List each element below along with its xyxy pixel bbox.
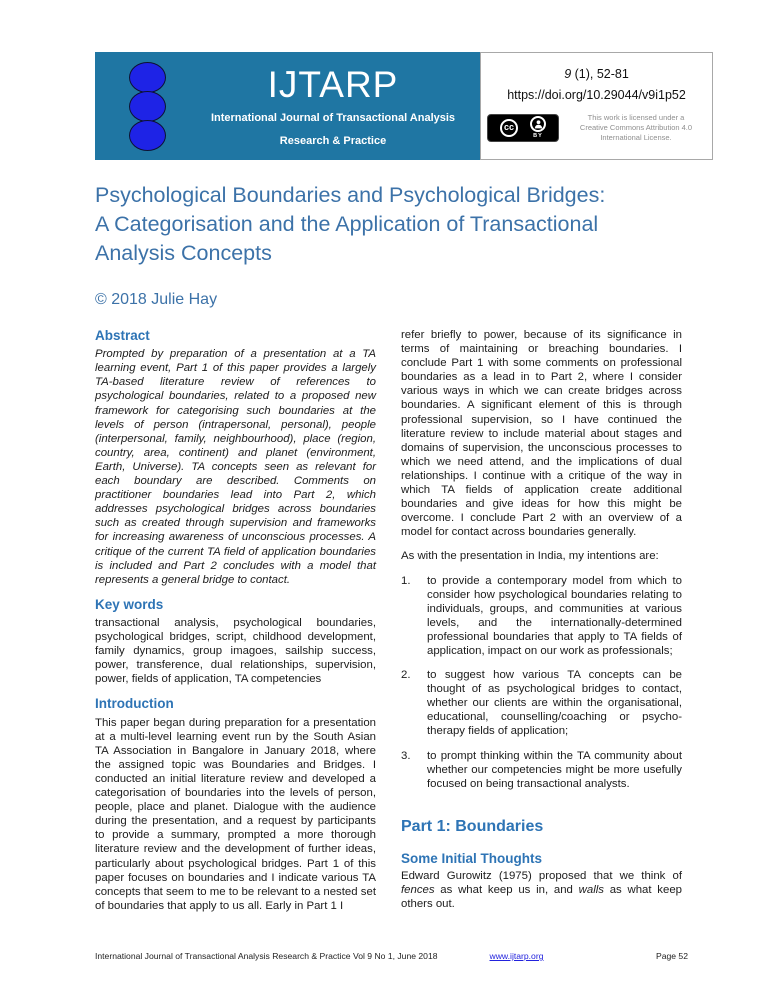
introduction-text: This paper began during preparation for a presentation at a multi-level learning event run by the South Asian TA Association in Bangalore in January 2018, where the assigned topic was Boundaries and Bridges. I conducted an initial literature review and developed a categorisation of boundaries into the levels of person, people, place and planet. Dialogue with the audience during the presentation, and a request by participants to provide a summary, prompted a more thorough literature review and the development of further ideas, particularly about psychological bridges. Part 1 of this paper focuses on boundaries and I indicate various TA concepts that seem to me to be relevant to a nested set of boundaries that apply to us all. Early in Part 1 I [95, 716, 376, 912]
person-icon [530, 116, 546, 132]
list-text: to suggest how various TA concepts can be thought of as psychological bridges to contact, whether our clients are within the organisational, educational, counselling/coaching or psycho-therapy fields of application; [427, 669, 682, 738]
introduction-heading: Introduction [95, 696, 174, 712]
journal-abbreviation: IJTARP [267, 63, 399, 105]
intentions-lead: As with the presentation in India, my intentions are: [401, 550, 659, 563]
list-item [401, 668, 682, 738]
journal-header [95, 52, 713, 160]
list-number: 3. [401, 749, 411, 762]
body-paragraph: refer briefly to power, because of its significance in terms of maintaining or breaching boundaries. I conclude Part 1 with some comments on professional boundaries as a lead in to Part 2, where I consider various ways in which we can create bridges across boundaries. A significant element of this is through professional supervision, so I have continued the literature review to include material about stages and domains of supervision, the unconscious processes to which we need attend, and the implications of dual relationships. I continue with a critique of the way in which TA fields of application create additional boundaries and give ideas for how this might be overcome. I conclude Part 2 with an overview of a model for contact across boundaries generally. [401, 329, 682, 539]
abstract-heading: Abstract [95, 328, 150, 343]
closing-text: Edward Gurowitz (1975) proposed that we think of [401, 870, 682, 883]
list-text: to provide a contemporary model from which to consider how psychological boundaries relating to individuals, groups, and communities at various levels, and the internationally-determined professional boundaries that apply to TA fields of application, impact on our work as professionals; [427, 574, 682, 657]
part1-heading: Part 1: Boundaries [401, 817, 544, 835]
article-title [95, 181, 705, 268]
closing-text: as what keep others out. [401, 884, 682, 911]
closing-paragraph [401, 869, 682, 911]
doi-link[interactable]: https://doi.org/10.29044/v9i1p52 [507, 88, 686, 102]
logo-circle-icon [129, 91, 166, 122]
closing-italic-term: walls [578, 884, 604, 897]
journal-name: International Journal of Transactional Analysis [210, 111, 456, 124]
keywords-heading: Key words [95, 596, 164, 612]
list-item [401, 574, 682, 659]
logo-circle-icon [129, 120, 166, 151]
citation-box [480, 52, 713, 160]
list-number: 1. [401, 574, 411, 587]
cc-by-badge-icon [487, 114, 559, 142]
logo-circle-icon [129, 62, 166, 93]
license-line: International License. [600, 132, 672, 142]
title-line: A Categorisation and the Application of Transactional [95, 212, 599, 236]
license-line: Creative Commons Attribution 4.0 [579, 122, 693, 132]
abstract-text: Prompted by preparation of a presentation at a TA learning event, Part 1 of this paper provides a largely TA-based literature review of references to psychological boundaries, related to a proposed new framework for categorising such boundaries at the levels of person (intrapersonal, personal), people (interpersonal, family, neighbourhood), place (region, country, area, continent) and planet (environment, Earth, Universe). TA concepts seen as relevant for each boundary are described. Comments on practitioner boundaries lead into Part 2, which addresses psychological bridges across boundaries such as created through supervision and frameworks for increasing awareness of unconscious processes. A critique of the current TA field of application boundaries is included and Part 2 concludes with a model that represents a general bridge to contact. [95, 348, 376, 586]
list-text: to prompt thinking within the TA community about whether our competencies might be more usefully focused on being transactional analysts. [427, 749, 682, 790]
list-number: 2. [401, 669, 411, 682]
license-text [566, 113, 706, 142]
list-item [401, 749, 682, 791]
journal-banner [95, 52, 480, 160]
closing-italic-term: fences [401, 884, 435, 897]
ijtarp-logo [95, 62, 200, 151]
left-column [95, 328, 376, 913]
footer-website-link[interactable]: www.ijtarp.org [489, 951, 544, 961]
footer-journal-info: International Journal of Transactional Analysis Research & Practice Vol 9 No 1, June 2018 [95, 951, 438, 961]
right-column [401, 328, 682, 913]
license-line: This work is licensed under a [587, 113, 685, 122]
cc-icon: cc [500, 119, 518, 137]
by-label: BY [533, 133, 543, 140]
section-subheading: Some Initial Thoughts [401, 851, 542, 866]
title-line: Analysis Concepts [95, 241, 272, 265]
footer-page-number: Page 52 [655, 951, 688, 961]
keywords-text: transactional analysis, psychological boundaries, psychological bridges, script, childhood development, family dynamics, group imagoes, sailship success, power, transference, dual relationships, supervision, power, fields of application, TA competencies [95, 616, 376, 686]
volume-number: 9 [564, 67, 572, 81]
journal-subtitle: Research & Practice [279, 134, 387, 147]
issue-pages: (1), 52-81 [571, 67, 629, 81]
page-footer [95, 951, 688, 961]
issue-citation [564, 67, 629, 81]
article-body [95, 328, 682, 913]
copyright-byline: © 2018 Julie Hay [95, 291, 218, 308]
title-line: Psychological Boundaries and Psychological Bridges: [95, 183, 606, 207]
closing-text: as what keep us in, and [434, 884, 579, 897]
